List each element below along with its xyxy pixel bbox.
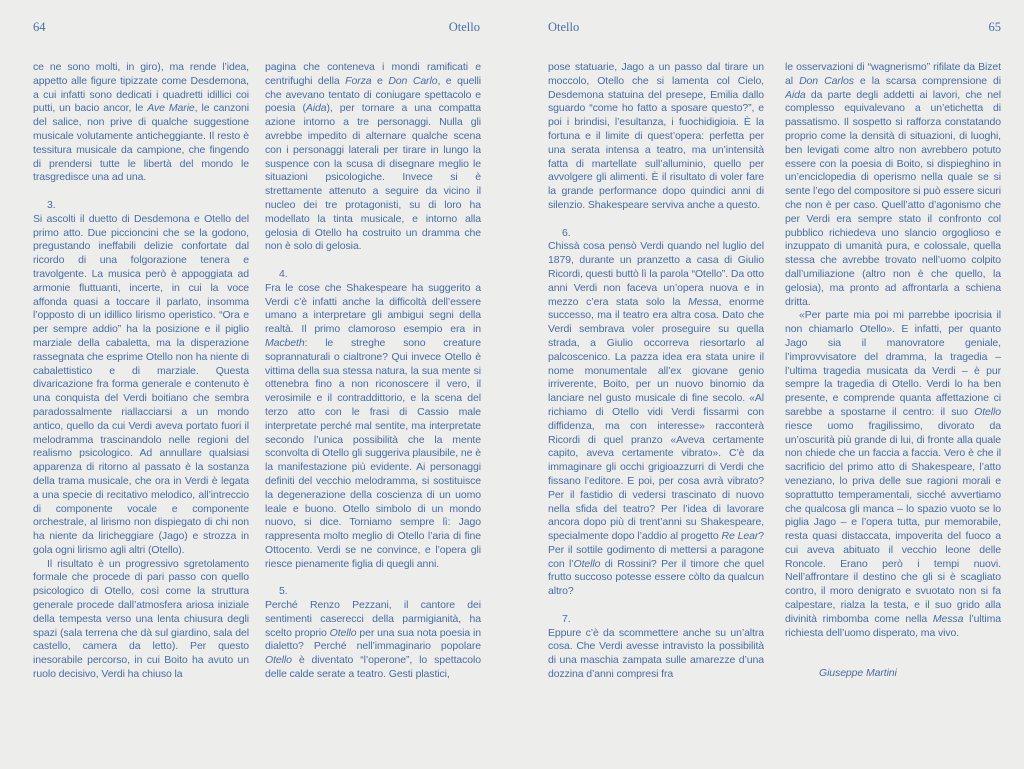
paragraph: Chissà cosa pensò Verdi quando nel luglio del 1879, durante un pranzetto a casa di Giulio Ricordi, questi buttò lì la parola “Otello”. Da otto anni Verdi non faceva un’opera nuova e in mezzo c’era stata solo la Messa, enorme successo, ma il teatro era altra cosa. Dato che Verdi sembrava voler proseguire su quella strada, a Giulio occorreva riesortarlo al palcoscenico. La pazza idea era stata unire il nome monumentale all’ex giovane genio irriverente, Boito, per un nuovo binomio da lanciare nel gusto musicale di fine secolo. «Al richiamo di Otello vidi Verdi fissarmi con diffidenza, ma con interesse» racconterà Ricordi di quel pranzo «Aveva certamente capito, aveva certamente vibrato». C’è da immaginare gli occhi grigioazzurri di Verdi che fissano l’editore. E poi, per cosa avrà vibrato? Per il fastidio di vedersi trascinato di nuovo nella sfida del teatro? Per l’idea di lavorare ancora dopo più di trent’anni su Shakespeare, specialmente dopo l’addio al progetto Re Lear? Per il sottile godimento di mettersi a paragone con l’Otello di Rossini? Per il timore che quel frutto succoso potesse essere còlto da qualcun altro? bbox=[548, 240, 764, 598]
paragraph: Si ascolti il duetto di Desdemona e Otello del primo atto. Due piccioncini che se la godono, pregustando ineffabili delizie confortate dal ricordo di una folgorazione tenera e travolgente. La musica però è appoggiata ad armonie fluttuanti, incerte, in cui la voce affonda quasi a toccare il parlato, insomma l’opposto di un idillico lirismo operistico. “Ora e per sempre addio” ha la posizione e il piglio marziale della cabaletta, ma la disperazione rassegnata che esprime Otello non ha niente di cabalettistico e di marziale. Questa divaricazione fra forma generale e contenuto è una conquista del Verdi boitiano che sembra paradossalmente riallacciarsi a un mondo antico, quello da cui Verdi aveva portato fuori il melodramma trascinandolo nelle regioni del realismo psicologico. Ad annullare qualsiasi apparenza di ritorno al passato è la sostanza della trama musicale, che ora in Verdi è legata a una specie di recitativo melodico, all’intreccio di componente vocale e componente orchestrale, al lirismo non dispiegato di chi non ha niente da liricheggiare (Jago) e strozza in gola ogni lirismo agli altri (Otello). bbox=[33, 212, 249, 556]
paragraph: Il risultato è un progressivo sgretolamento formale che procede di pari passo con quello psicologico di Otello, così come la struttura generale procede dall’atmosfera ariosa iniziale della tempesta verso una lenta chiusura degli spazi (sala terrena che dà sul giardino, sala del castello, camera da letto). Per questo inesorabile percorso, in cui Boito ha avuto un ruolo decisivo, Verdi ha chiuso la bbox=[33, 557, 249, 681]
paragraph: pagina che conteneva i mondi ramificati e centrifughi della Forza e Don Carlo, e quelli che avevano tentato di coniugare spettacolo e poesia (Aida), per tornare a una compatta azione intorno a tre personaggi. Nulla gli avrebbe impedito di alternare qualche scena con i personaggi laterali per tirare in lungo la suspence con la scusa di disegnare meglio le situazioni psicologiche. Invece si è strettamente attenuto a seguire da vicino il nucleo dei tre protagonisti, su di loro ha modellato la tinta musicale, e intorno alla gelosia di Otello ha costruito un dramma che non è solo di gelosia. bbox=[265, 61, 481, 253]
right-page-header bbox=[548, 20, 1001, 34]
text-column-2 bbox=[265, 61, 481, 769]
paragraph: Perché Renzo Pezzani, il cantore dei sentimenti caserecci della parmigianità, ha scelto proprio Otello per una sua nota poesia in dialetto? Perché nell’immaginario popolare Otello è diventato “l’operone”, lo spettacolo delle calde serate a teatro. Gesti plastici, bbox=[265, 599, 481, 681]
section-number: 4. bbox=[279, 267, 288, 280]
page-number: 65 bbox=[988, 20, 1001, 34]
section-number: 6. bbox=[562, 226, 571, 239]
section-number: 5. bbox=[279, 585, 288, 598]
text-column-1 bbox=[33, 61, 249, 769]
left-page-header bbox=[33, 20, 480, 34]
section-number: 3. bbox=[47, 198, 56, 211]
paragraph: «Per parte mia poi mi parrebbe ipocrisia il non chiamarlo Otello». E infatti, per quanto Jago sia il manovratore geniale, l’improvvisatore del dramma, la tragedia – l’ultima tragedia musicata da Verdi – è pur sempre la tragedia di Otello. Verdi lo ha ben presente, e comprende quanta affettazione ci sarebbe a spostarne il centro: il suo Otello riesce uomo fragilissimo, divorato da un’oscurità più grande di lui, di fronte alla quale non chiede che un faccia a faccia. Vero è che il sacrificio del primo atto di Shakespeare, l’atto veneziano, lo priva delle sue ragioni morali e soprattutto temperamentali, sicché avvertiamo che qualcosa gli manca – lo spazio vuoto se lo piglia Jago – e l’opera tutta, pur memorabile, resta quasi distaccata, impoverita del fuoco a cui aveva abituato il vecchio leone delle Roncole. Erano però i tempi nuovi. Nell’affrontare il destino che gli si è scagliato contro, il moro denigrato e svuotato non si fa calpestare, rialza la testa, e il suo grido alla divinità rimbomba come nella Messa l’ultima richiesta dell’uomo disperato, ma vivo. bbox=[785, 309, 1001, 639]
section-number: 7. bbox=[562, 612, 571, 625]
paragraph: ce ne sono molti, in giro), ma rende l’idea, appetto alle figure tipizzate come Desdemona, a cui infatti sono dedicati i quadretti idillici coi putti, un bacio ancor, le Ave Marie, le canzoni del salice, non prive di qualche suggestione musicale volutamente anticheggiante. Il resto è tessitura musicale da campione, che fingendo di prendersi tutte le libertà del mondo le trasgredisce una ad una. bbox=[33, 61, 249, 184]
author-signature: Giuseppe Martini bbox=[819, 667, 897, 680]
paragraph: Eppure c’è da scommettere anche su un’altra cosa. Che Verdi avesse intravisto la possibilità di una maschia zampata sulle amarezze d’una dozzina d’anni compresi fra bbox=[548, 626, 764, 681]
text-column-3 bbox=[548, 61, 764, 769]
paragraph: Fra le cose che Shakespeare ha suggerito a Verdi c’è infatti anche la difficoltà dell’essere umano a interpretare gli ambigui segni della realtà. Il primo clamoroso esempio era in Macbeth: le streghe sono creature soprannaturali o cialtrone? Qui invece Otello è vittima della sua stessa natura, la sua mente si ottenebra fino a non riconoscere il vero, il verosimile e il contraddittorio, e la scena del terzo atto con le frasi di Cassio male interpretate perché mal sentite, ma interpretate secondo l’unica possibilità che la mente sconvolta di Otello gli suggeriva plausibile, ne è la manifestazione più evidente. Ai personaggi definiti del vecchio melodramma, si sostituisce la degenerazione della coscienza di un uomo leale e buono. Otello simbolo di un mondo nuovo, si dice. Torniamo sempre lì: Jago rappresenta molto meglio di Otello l’aria di fine Ottocento. Verdi se ne convince, e l’opera gli riesce pienamente figlia di quegli anni. bbox=[265, 281, 481, 570]
running-title: Otello bbox=[548, 20, 580, 34]
text-column-4 bbox=[785, 61, 1001, 769]
running-title: Otello bbox=[448, 20, 480, 34]
paragraph: le osservazioni di “wagnerismo” rifilate da Bizet al Don Carlos e la scarsa comprensione di Aida da parte degli addetti ai lavori, che nel complesso equivalevano a un’etichetta di passatismo. Il sospetto si rafforza constatando proprio come la densità di situazioni, di luoghi, ben levigati come altro non avrebbero potuto essere con la poesia di Boito, si dispieghino in un’enciclopedia di operismo nella quale se si sente l’ego del compositore si può essere sicuri che non è per caso. Quell’atto d’agonismo che per Verdi era sempre stato il confronto col pubblico richiedeva uno slancio orgoglioso e inzuppato di umanità pura, e colossale, quella stessa che avrebbe trovato nell’uomo colpito dall’umiliazione (altro non è che quello, la gelosia), ma pronto ad affrontarla a schiena dritta. bbox=[785, 61, 1001, 308]
paragraph: pose statuarie, Jago a un passo dal tirare un moccolo, Otello che si lamenta col Cielo, Desdemona statuina del presepe, Emilia dallo sguardo “come ho fatto a sposare questo?”, e poi i brindisi, l’esultanza, i fuochidigioia. È la fortuna e il limite di quest’opera: perfetta per una serata intensa a teatro, ma un’intensità fatta di martellate sull’alluminio, quello per avvolgere gli alimenti. È il risultato di voler fare la grande performance dopo quindici anni di silenzio. Shakespeare serviva anche a questo. bbox=[548, 61, 764, 211]
page-number: 64 bbox=[33, 20, 46, 34]
